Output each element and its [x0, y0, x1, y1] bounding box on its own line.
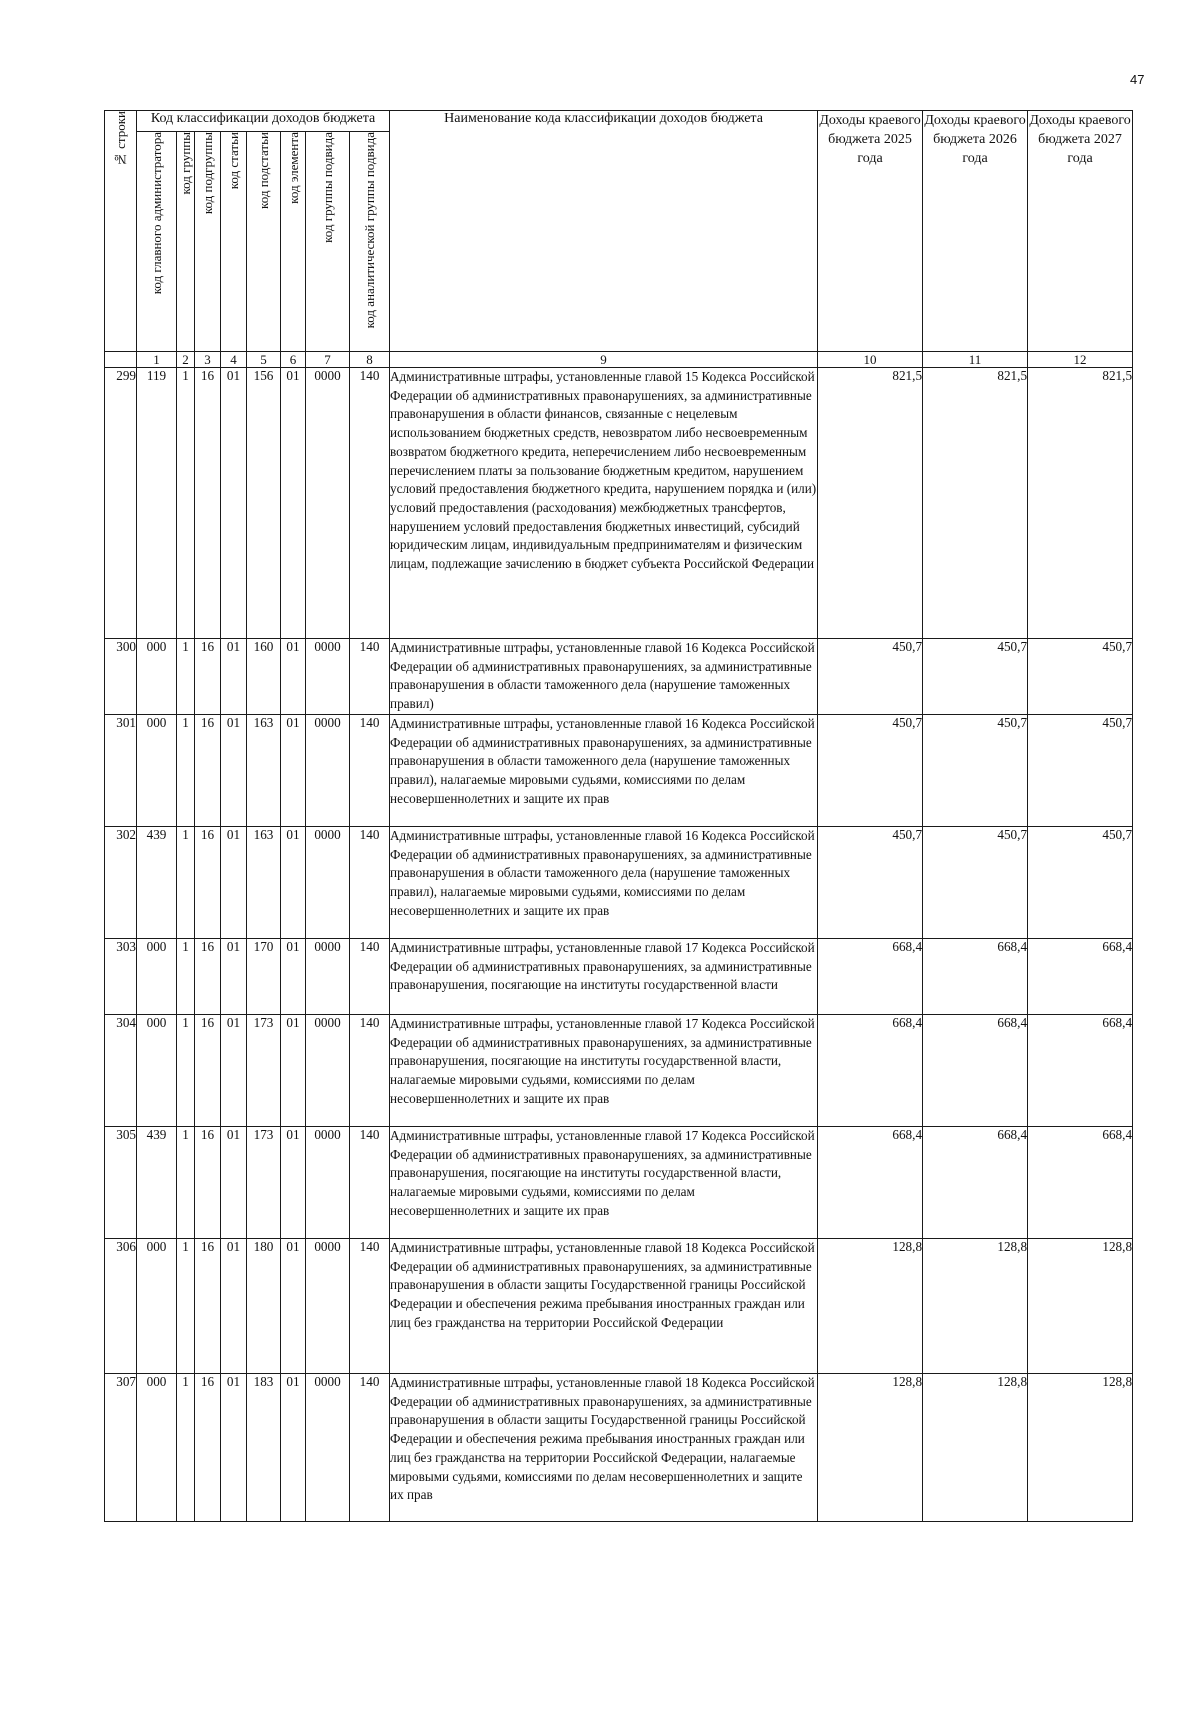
subarticle-code-header: код подстатьи [247, 132, 281, 352]
row-number: 300 [105, 639, 137, 715]
subtype-group-code: 0000 [306, 1239, 350, 1374]
admin-code: 000 [137, 1374, 177, 1522]
income-2027: 821,5 [1028, 368, 1133, 639]
admin-code: 119 [137, 368, 177, 639]
subgroup-code: 16 [195, 1239, 221, 1374]
income-2025: 450,7 [818, 715, 923, 827]
element-code: 01 [281, 1015, 306, 1127]
row-number: 299 [105, 368, 137, 639]
column-number: 12 [1028, 352, 1133, 368]
group-code: 1 [177, 368, 195, 639]
table-row [105, 1127, 1133, 1239]
income-2027: 668,4 [1028, 1015, 1133, 1127]
article-code: 01 [221, 1015, 247, 1127]
income-2027-header: Доходы краевого бюджета 2027 года [1028, 111, 1133, 352]
row-number: 305 [105, 1127, 137, 1239]
row-number-header: № строки [105, 111, 137, 352]
income-2025: 668,4 [818, 939, 923, 1015]
income-2026: 668,4 [923, 939, 1028, 1015]
classification-group-header: Код классификации доходов бюджета [137, 111, 390, 132]
group-code: 1 [177, 939, 195, 1015]
row-number: 307 [105, 1374, 137, 1522]
table-row [105, 1374, 1133, 1522]
table-row [105, 368, 1133, 639]
element-code: 01 [281, 939, 306, 1015]
income-name: Административные штрафы, установленные главой 17 Кодекса Российской Федерации об административных правонарушениях, за административные правонарушения, посягающие на институты государственной власти, налагаемые мировыми судьями, комиссиями по делам несовершеннолетних и защите их прав [390, 1127, 818, 1239]
column-numbers-row [105, 352, 1133, 368]
subgroup-code: 16 [195, 827, 221, 939]
income-2027: 450,7 [1028, 715, 1133, 827]
analytic-group-code: 140 [350, 1015, 390, 1127]
group-code: 1 [177, 827, 195, 939]
subgroup-code: 16 [195, 1127, 221, 1239]
element-code: 01 [281, 1127, 306, 1239]
table-row [105, 827, 1133, 939]
analytic-group-code: 140 [350, 1374, 390, 1522]
row-number: 306 [105, 1239, 137, 1374]
analytic-group-code: 140 [350, 715, 390, 827]
element-code: 01 [281, 1239, 306, 1374]
column-number: 2 [177, 352, 195, 368]
subgroup-code-header: код подгруппы [195, 132, 221, 352]
subarticle-code: 170 [247, 939, 281, 1015]
income-2025: 668,4 [818, 1127, 923, 1239]
income-name: Административные штрафы, установленные главой 17 Кодекса Российской Федерации об административных правонарушениях, за административные правонарушения, посягающие на институты государственной власти, налагаемые мировыми судьями, комиссиями по делам несовершеннолетних и защите их прав [390, 1015, 818, 1127]
subtype-group-code-header: код группы подвида [306, 132, 350, 352]
column-number-blank [105, 352, 137, 368]
element-code: 01 [281, 827, 306, 939]
income-2025: 450,7 [818, 639, 923, 715]
income-2027: 450,7 [1028, 639, 1133, 715]
subtype-group-code: 0000 [306, 1015, 350, 1127]
income-name: Административные штрафы, установленные главой 16 Кодекса Российской Федерации об административных правонарушениях, за административные правонарушения в области таможенного дела (нарушение таможенных правил), налагаемые мировыми судьями, комиссиями по делам несовершеннолетних и защите их прав [390, 715, 818, 827]
income-2027: 128,8 [1028, 1239, 1133, 1374]
column-number: 7 [306, 352, 350, 368]
column-number: 10 [818, 352, 923, 368]
subtype-group-code: 0000 [306, 827, 350, 939]
subgroup-code: 16 [195, 1374, 221, 1522]
subtype-group-code: 0000 [306, 1127, 350, 1239]
subgroup-code: 16 [195, 368, 221, 639]
group-code-header: код группы [177, 132, 195, 352]
page-number: 47 [1130, 72, 1145, 87]
income-2027: 668,4 [1028, 939, 1133, 1015]
income-2027: 450,7 [1028, 827, 1133, 939]
subarticle-code: 163 [247, 827, 281, 939]
income-2026: 668,4 [923, 1015, 1028, 1127]
analytic-group-code-header: код аналитической группы подвида [350, 132, 390, 352]
article-code: 01 [221, 939, 247, 1015]
income-2026: 128,8 [923, 1239, 1028, 1374]
income-2025-header: Доходы краевого бюджета 2025 года [818, 111, 923, 352]
article-code: 01 [221, 715, 247, 827]
subarticle-code: 173 [247, 1127, 281, 1239]
name-column-header: Наименование кода классификации доходов бюджета [390, 111, 818, 352]
group-code: 1 [177, 639, 195, 715]
income-name: Административные штрафы, установленные главой 18 Кодекса Российской Федерации об административных правонарушениях, за административные правонарушения в области защиты Государственной границы Российской Федерации и обеспечения режима пребывания иностранных граждан или лиц без гражданства на территории Российской Федерации [390, 1239, 818, 1374]
group-code: 1 [177, 1015, 195, 1127]
analytic-group-code: 140 [350, 1239, 390, 1374]
article-code: 01 [221, 827, 247, 939]
income-2026: 450,7 [923, 715, 1028, 827]
column-number: 8 [350, 352, 390, 368]
admin-code-header: код главного администратора [137, 132, 177, 352]
income-name: Административные штрафы, установленные главой 15 Кодекса Российской Федерации об административных правонарушениях, за административные правонарушения в области финансов, связанные с нецелевым использованием бюджетных средств, невозвратом либо несвоевременным возвратом бюджетного кредита, неперечислением либо несвоевременным перечислением платы за пользование бюджетным кредитом, нарушением условий предоставления бюджетного кредита, нарушением порядка и (или) условий предоставления (расходования) межбюджетных трансфертов, нарушением условий предоставления бюджетных инвестиций, субсидий юридическим лицам, индивидуальным предпринимателям и физическим лицам, подлежащие зачислению в бюджет субъекта Российской Федерации [390, 368, 818, 639]
table-row [105, 939, 1133, 1015]
admin-code: 000 [137, 639, 177, 715]
subtype-group-code: 0000 [306, 1374, 350, 1522]
subtype-group-code: 0000 [306, 639, 350, 715]
analytic-group-code: 140 [350, 827, 390, 939]
analytic-group-code: 140 [350, 639, 390, 715]
column-number: 4 [221, 352, 247, 368]
column-number: 3 [195, 352, 221, 368]
row-number: 301 [105, 715, 137, 827]
element-code: 01 [281, 715, 306, 827]
table-row [105, 639, 1133, 715]
income-2027: 668,4 [1028, 1127, 1133, 1239]
income-2026-header: Доходы краевого бюджета 2026 года [923, 111, 1028, 352]
income-2025: 128,8 [818, 1239, 923, 1374]
article-code: 01 [221, 1239, 247, 1374]
element-code: 01 [281, 639, 306, 715]
article-code-header: код статьи [221, 132, 247, 352]
subgroup-code: 16 [195, 1015, 221, 1127]
row-number: 304 [105, 1015, 137, 1127]
admin-code: 439 [137, 1127, 177, 1239]
analytic-group-code: 140 [350, 939, 390, 1015]
group-code: 1 [177, 715, 195, 827]
subarticle-code: 156 [247, 368, 281, 639]
table-row [105, 715, 1133, 827]
subtype-group-code: 0000 [306, 939, 350, 1015]
income-2025: 450,7 [818, 827, 923, 939]
table-row [105, 1239, 1133, 1374]
row-number: 302 [105, 827, 137, 939]
analytic-group-code: 140 [350, 368, 390, 639]
group-code: 1 [177, 1374, 195, 1522]
row-number: 303 [105, 939, 137, 1015]
subgroup-code: 16 [195, 639, 221, 715]
income-2026: 128,8 [923, 1374, 1028, 1522]
income-2026: 450,7 [923, 827, 1028, 939]
subtype-group-code: 0000 [306, 715, 350, 827]
income-name: Административные штрафы, установленные главой 18 Кодекса Российской Федерации об административных правонарушениях, за административные правонарушения в области защиты Государственной границы Российской Федерации и обеспечения режима пребывания иностранных граждан или лиц без гражданства на территории Российской Федерации, налагаемые мировыми судьями, комиссиями по делам несовершеннолетних и защите их прав [390, 1374, 818, 1522]
income-name: Административные штрафы, установленные главой 16 Кодекса Российской Федерации об административных правонарушениях, за административные правонарушения в области таможенного дела (нарушение таможенных правил), налагаемые мировыми судьями, комиссиями по делам несовершеннолетних и защите их прав [390, 827, 818, 939]
subarticle-code: 183 [247, 1374, 281, 1522]
admin-code: 000 [137, 1239, 177, 1374]
column-number: 1 [137, 352, 177, 368]
group-code: 1 [177, 1127, 195, 1239]
element-code: 01 [281, 1374, 306, 1522]
column-number: 11 [923, 352, 1028, 368]
subarticle-code: 163 [247, 715, 281, 827]
element-code-header: код элемента [281, 132, 306, 352]
column-number: 6 [281, 352, 306, 368]
admin-code: 000 [137, 1015, 177, 1127]
income-2026: 821,5 [923, 368, 1028, 639]
article-code: 01 [221, 368, 247, 639]
article-code: 01 [221, 639, 247, 715]
header-row-top [105, 111, 1133, 132]
admin-code: 000 [137, 939, 177, 1015]
income-2025: 128,8 [818, 1374, 923, 1522]
income-classification-table [104, 110, 1133, 1522]
subarticle-code: 160 [247, 639, 281, 715]
income-name: Административные штрафы, установленные главой 17 Кодекса Российской Федерации об административных правонарушениях, за административные правонарушения, посягающие на институты государственной власти [390, 939, 818, 1015]
subarticle-code: 180 [247, 1239, 281, 1374]
group-code: 1 [177, 1239, 195, 1374]
subtype-group-code: 0000 [306, 368, 350, 639]
article-code: 01 [221, 1374, 247, 1522]
column-number: 9 [390, 352, 818, 368]
income-2027: 128,8 [1028, 1374, 1133, 1522]
income-name: Административные штрафы, установленные главой 16 Кодекса Российской Федерации об административных правонарушениях, за административные правонарушения в области таможенного дела (нарушение таможенных правил) [390, 639, 818, 715]
subgroup-code: 16 [195, 715, 221, 827]
subgroup-code: 16 [195, 939, 221, 1015]
column-number: 5 [247, 352, 281, 368]
admin-code: 439 [137, 827, 177, 939]
income-2026: 668,4 [923, 1127, 1028, 1239]
admin-code: 000 [137, 715, 177, 827]
income-2025: 821,5 [818, 368, 923, 639]
analytic-group-code: 140 [350, 1127, 390, 1239]
element-code: 01 [281, 368, 306, 639]
article-code: 01 [221, 1127, 247, 1239]
subarticle-code: 173 [247, 1015, 281, 1127]
income-2026: 450,7 [923, 639, 1028, 715]
income-2025: 668,4 [818, 1015, 923, 1127]
table-row [105, 1015, 1133, 1127]
